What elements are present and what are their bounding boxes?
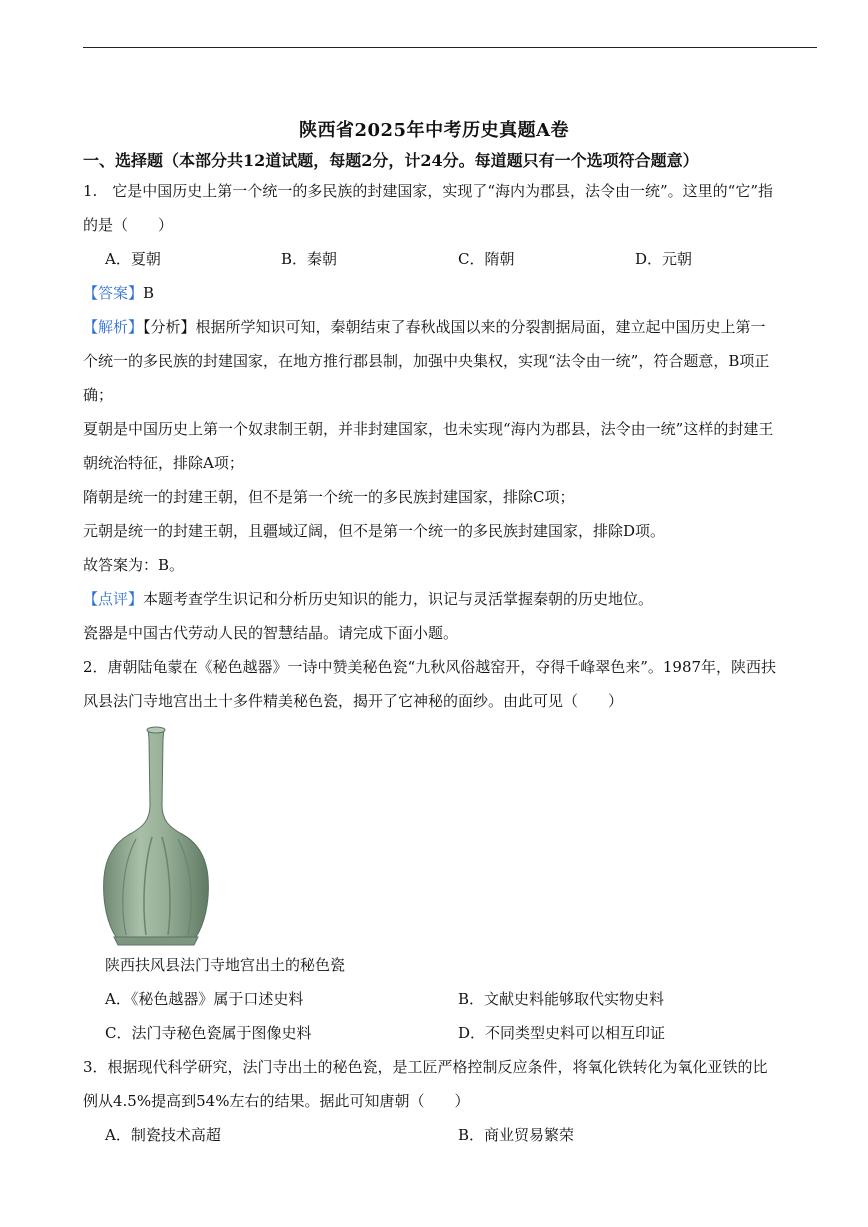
analysis-text-1: 【分析】根据所学知识可知，秦朝结束了春秋战国以来的分裂割据局面，建立起中国历史上第一: [143, 318, 766, 336]
q2-option-d: D．不同类型史料可以相互印证: [458, 1024, 666, 1042]
q1-analysis-line1: [83, 316, 823, 338]
section-heading: 一、选择题（本部分共12道试题，每题2分，计24分。每道题只有一个选项符合题意）: [83, 151, 699, 170]
celadon-vase-image: [100, 725, 212, 950]
q1-analysis-line8: 故答案为：B。: [83, 556, 185, 574]
q1-analysis-line5: 朝统治特征，排除A项；: [83, 454, 244, 472]
q1-comment: [83, 588, 823, 610]
q1-stem-line2: 的是（ ）: [83, 216, 174, 234]
q3-stem-line2: 例从4.5%提高到54%左右的结果。据此可知唐朝（ ）: [83, 1092, 470, 1110]
q1-stem-line1: 1. 它是中国历史上第一个统一的多民族的封建国家，实现了“海内为郡县，法令由一统”。这里的“它”指: [83, 182, 773, 200]
q1-answer: [83, 282, 823, 304]
q1-option-d: D．元朝: [635, 250, 693, 268]
answer-value: B: [143, 284, 155, 302]
q1-option-c: C．隋朝: [458, 250, 515, 268]
q3-stem-line1: 3．根据现代科学研究，法门寺出土的秘色瓷，是工匠严格控制反应条件，将氧化铁转化为氧化亚铁的比: [83, 1058, 768, 1076]
q2-option-a: A．《秘色越器》属于口述史料: [105, 990, 304, 1008]
q2-option-b: B．文献史料能够取代实物史料: [458, 990, 665, 1008]
q1-option-a: A．夏朝: [105, 250, 161, 268]
q1-option-b: B．秦朝: [281, 250, 338, 268]
q1-analysis-line3: 确；: [83, 386, 114, 404]
group-intro: 瓷器是中国古代劳动人民的智慧结晶。请完成下面小题。: [83, 624, 459, 642]
q1-analysis-line7: 元朝是统一的封建王朝，且疆域辽阔，但不是第一个统一的多民族封建国家，排除D项。: [83, 522, 666, 540]
q2-option-c: C．法门寺秘色瓷属于图像史料: [105, 1024, 312, 1042]
q1-analysis-line2: 个统一的多民族的封建国家，在地方推行郡县制，加强中央集权，实现“法令由一统”，符合题意，B项正: [83, 352, 770, 370]
comment-tag: 【点评】: [83, 590, 144, 608]
q3-option-a: A．制瓷技术高超: [105, 1126, 221, 1144]
q1-analysis-line6: 隋朝是统一的封建王朝，但不是第一个统一的多民族封建国家，排除C项；: [83, 488, 575, 506]
q2-image-caption: 陕西扶风县法门寺地宫出土的秘色瓷: [105, 956, 346, 974]
comment-text: 本题考查学生识记和分析历史知识的能力，识记与灵活掌握秦朝的历史地位。: [143, 590, 654, 608]
page-title: 陕西省2025年中考历史真题A卷: [298, 120, 570, 141]
answer-tag: 【答案】: [83, 284, 144, 302]
q2-stem-line1: 2．唐朝陆龟蒙在《秘色越器》一诗中赞美秘色瓷“九秋风俗越窑开，夺得千峰翠色来”。1987年，陕西扶: [83, 658, 777, 676]
q1-analysis-line4: 夏朝是中国历史上第一个奴隶制王朝，并非封建国家，也未实现“海内为郡县，法令由一统”这样的封建王: [83, 420, 774, 438]
header-rule: [83, 47, 817, 48]
analysis-tag: 【解析】: [83, 318, 144, 336]
q3-option-b: B．商业贸易繁荣: [458, 1126, 575, 1144]
q2-stem-line2: 风县法门寺地宫出土十多件精美秘色瓷，揭开了它神秘的面纱。由此可见（ ）: [83, 692, 624, 710]
